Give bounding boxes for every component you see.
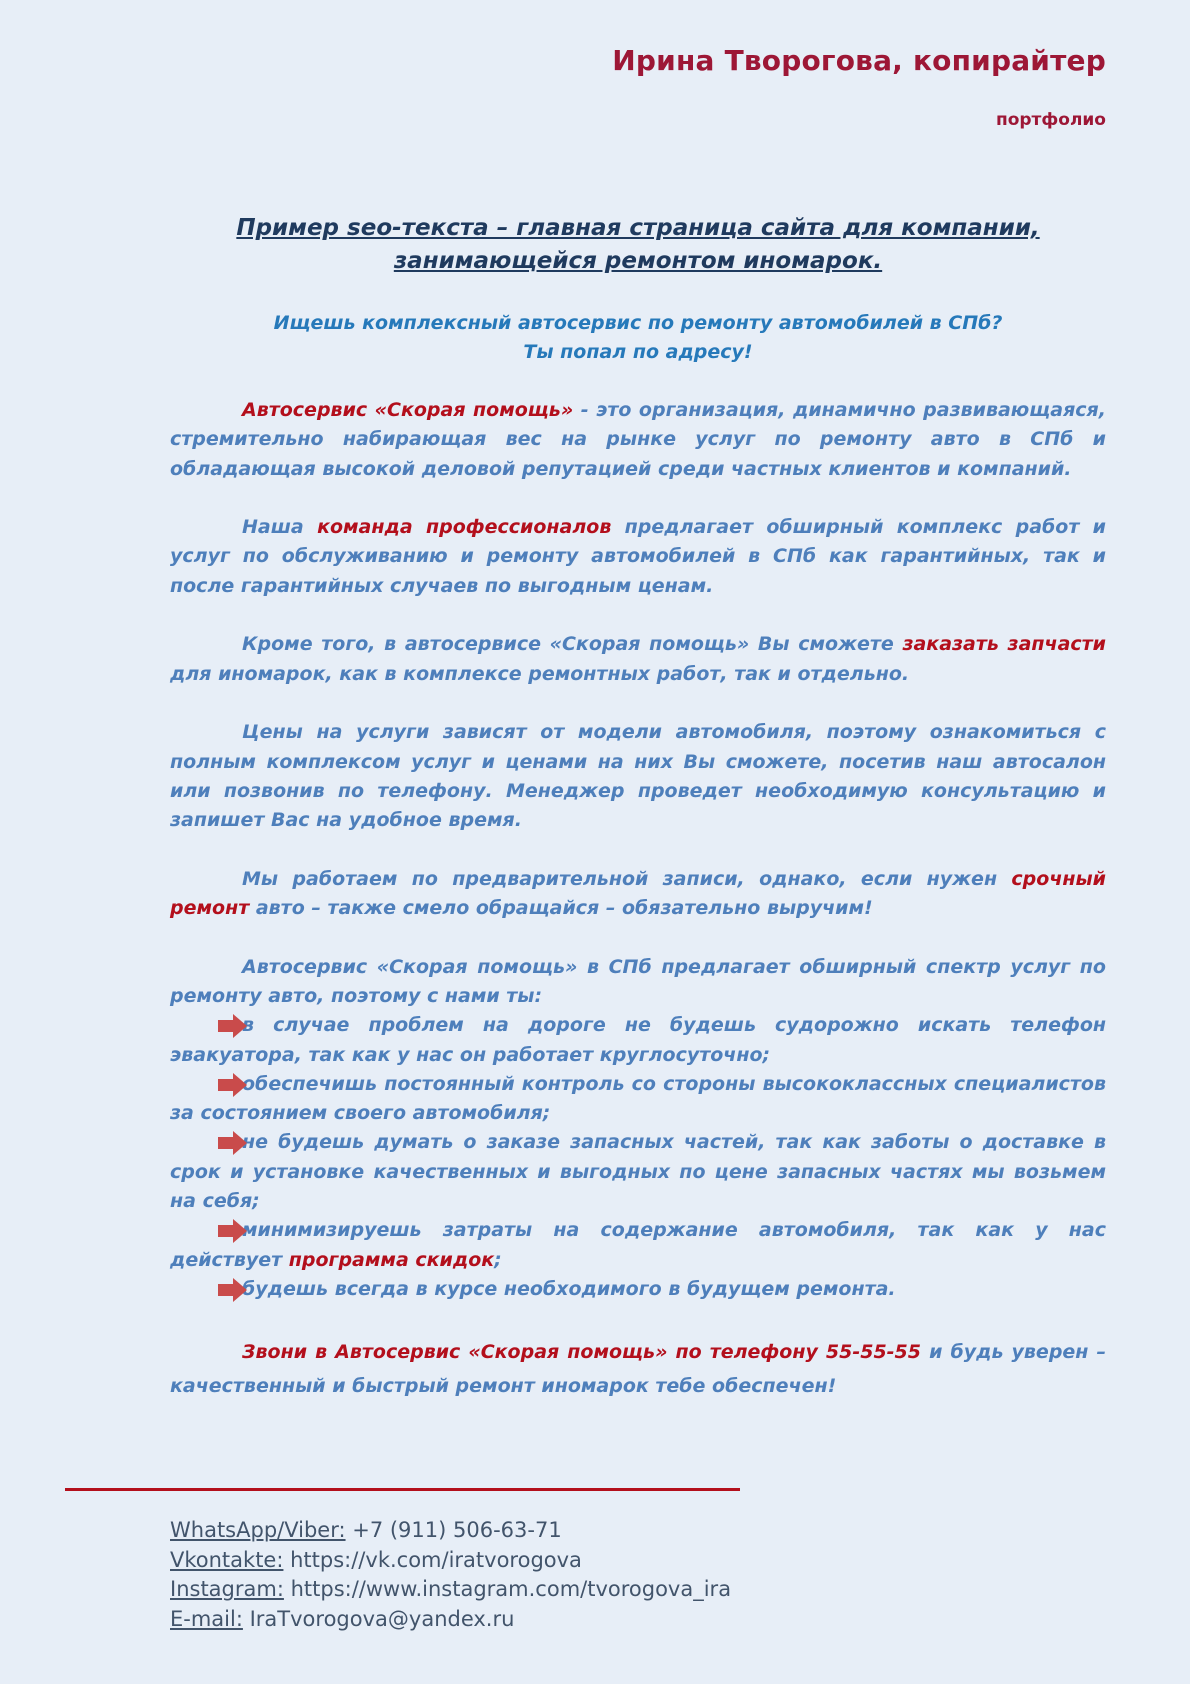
paragraph-text: авто – также смело обращайся – обязательно выручим! — [249, 897, 873, 920]
instagram-label: Instagram: — [170, 1577, 284, 1601]
paragraph-text: Кроме того, в автосервисе «Скорая помощь» Вы сможете — [242, 633, 903, 656]
author-name: Ирина Творогова, копирайтер — [612, 44, 1106, 77]
list-item-text: будешь всегда в курсе необходимого в будущем ремонта. — [242, 1277, 896, 1300]
parts-highlight: заказать запчасти — [902, 633, 1106, 656]
paragraph-team — [170, 513, 1106, 601]
paragraph-services: Автосервис «Скорая помощь» в СПб предлагает обширный спектр услуг по ремонту авто, поэтому с нами ты: — [170, 955, 1106, 1007]
list-item — [170, 1275, 1106, 1304]
title-line-1: Пример seo-текста – главная страница сайта для компании, — [236, 215, 1040, 241]
urgent-repair-highlight: срочный ремонт — [170, 867, 1106, 920]
phone-call-highlight: Звони в Автосервис «Скорая помощь» по телефону 55-55-55 — [242, 1341, 922, 1364]
vk-label: Vkontakte: — [170, 1547, 284, 1572]
company-name-highlight: Автосервис «Скорая помощь» — [242, 399, 574, 421]
contact-vkontakte — [170, 1546, 731, 1576]
lead-line-1: Ищешь комплексный автосервис по ремонту автомобилей в СПб? — [273, 312, 1003, 334]
vk-link[interactable]: https://vk.com/iratvorogova — [283, 1547, 582, 1572]
whatsapp-label: WhatsApp/Viber: — [170, 1518, 346, 1542]
email-label: E-mail: — [170, 1606, 243, 1631]
portfolio-label: портфолио — [995, 110, 1106, 130]
team-highlight: команда профессионалов — [317, 516, 612, 539]
contact-whatsapp — [170, 1516, 731, 1546]
paragraph-text: Наша — [242, 516, 318, 539]
contacts-block — [170, 1516, 731, 1634]
paragraph-prices: Цены на услуги зависят от модели автомобиля, поэтому ознакомиться с полным комплексом услуг и ценами на них Вы сможете, посетив наш автосалон или позвонив по телефону. Менеджер проведет необходимую консультацию и запишет Вас на удобное время. — [170, 721, 1106, 832]
lead-line-2: Ты попал по адресу! — [523, 341, 753, 363]
discount-program-highlight: программа скидок — [288, 1248, 495, 1271]
paragraph-parts — [170, 630, 1106, 689]
arrow-right-icon — [218, 1073, 248, 1097]
contact-email — [170, 1605, 731, 1635]
paragraph-text: Мы работаем по предварительной записи, однако, если нужен — [242, 867, 1012, 890]
list-item — [170, 1128, 1106, 1216]
paragraph-text: для иномарок, как в комплексе ремонтных работ, так и отдельно. — [170, 662, 910, 685]
email-link[interactable]: IraTvorogova@yandex.ru — [242, 1606, 515, 1631]
paragraph-urgent — [170, 865, 1106, 924]
paragraph-text: - это организация, динамично развивающаяся, стремительно набирающая вес на рынке услуг по ремонту авто в СПб и обладающая высокой деловой репутацией среди частных клиентов и компаний. — [170, 399, 1106, 480]
call-to-action — [170, 1335, 1106, 1403]
list-item-text: обеспечишь постоянный контроль со стороны высококлассных специалистов за состоянием своего автомобиля; — [170, 1072, 1106, 1125]
arrow-right-icon — [218, 1219, 248, 1243]
whatsapp-value: +7 (911) 506-63-71 — [345, 1518, 562, 1542]
list-item-text: ; — [494, 1248, 502, 1271]
arrow-right-icon — [218, 1014, 248, 1038]
lead-question — [170, 309, 1106, 367]
benefits-list — [170, 1011, 1106, 1304]
list-item — [170, 1011, 1106, 1070]
arrow-right-icon — [218, 1278, 248, 1302]
instagram-link[interactable]: https://www.instagram.com/tvorogova_ira — [283, 1577, 732, 1601]
list-item — [170, 1070, 1106, 1129]
paragraph-intro — [170, 396, 1106, 484]
contact-instagram — [170, 1575, 731, 1605]
arrow-right-icon — [218, 1131, 248, 1155]
article-body — [170, 396, 1106, 1403]
list-item-text: не будешь думать о заказе запасных частей, так как заботы о доставке в срок и установке качественных и выгодных по цене запасных частях мы возьмем на себя; — [170, 1131, 1106, 1213]
paragraph-text: и будь уверен – качественный и быстрый ремонт иномарок тебе обеспечен! — [170, 1341, 1106, 1398]
footer-divider — [65, 1488, 740, 1491]
list-item — [170, 1216, 1106, 1275]
title-line-2: занимающейся ремонтом иномарок. — [393, 248, 883, 274]
list-item-text: в случае проблем на дороге не будешь судорожно искать телефон эвакуатора, так как у нас он работает круглосуточно; — [170, 1014, 1106, 1066]
document-title — [170, 212, 1106, 278]
list-item-text: минимизируешь затраты на содержание автомобиля, так как у нас действует — [170, 1219, 1106, 1271]
paragraph-text: предлагает обширный комплекс работ и услуг по обслуживанию и ремонту автомобилей в СПб как гарантийных, так и после гарантийных случаев по выгодным ценам. — [170, 516, 1106, 597]
